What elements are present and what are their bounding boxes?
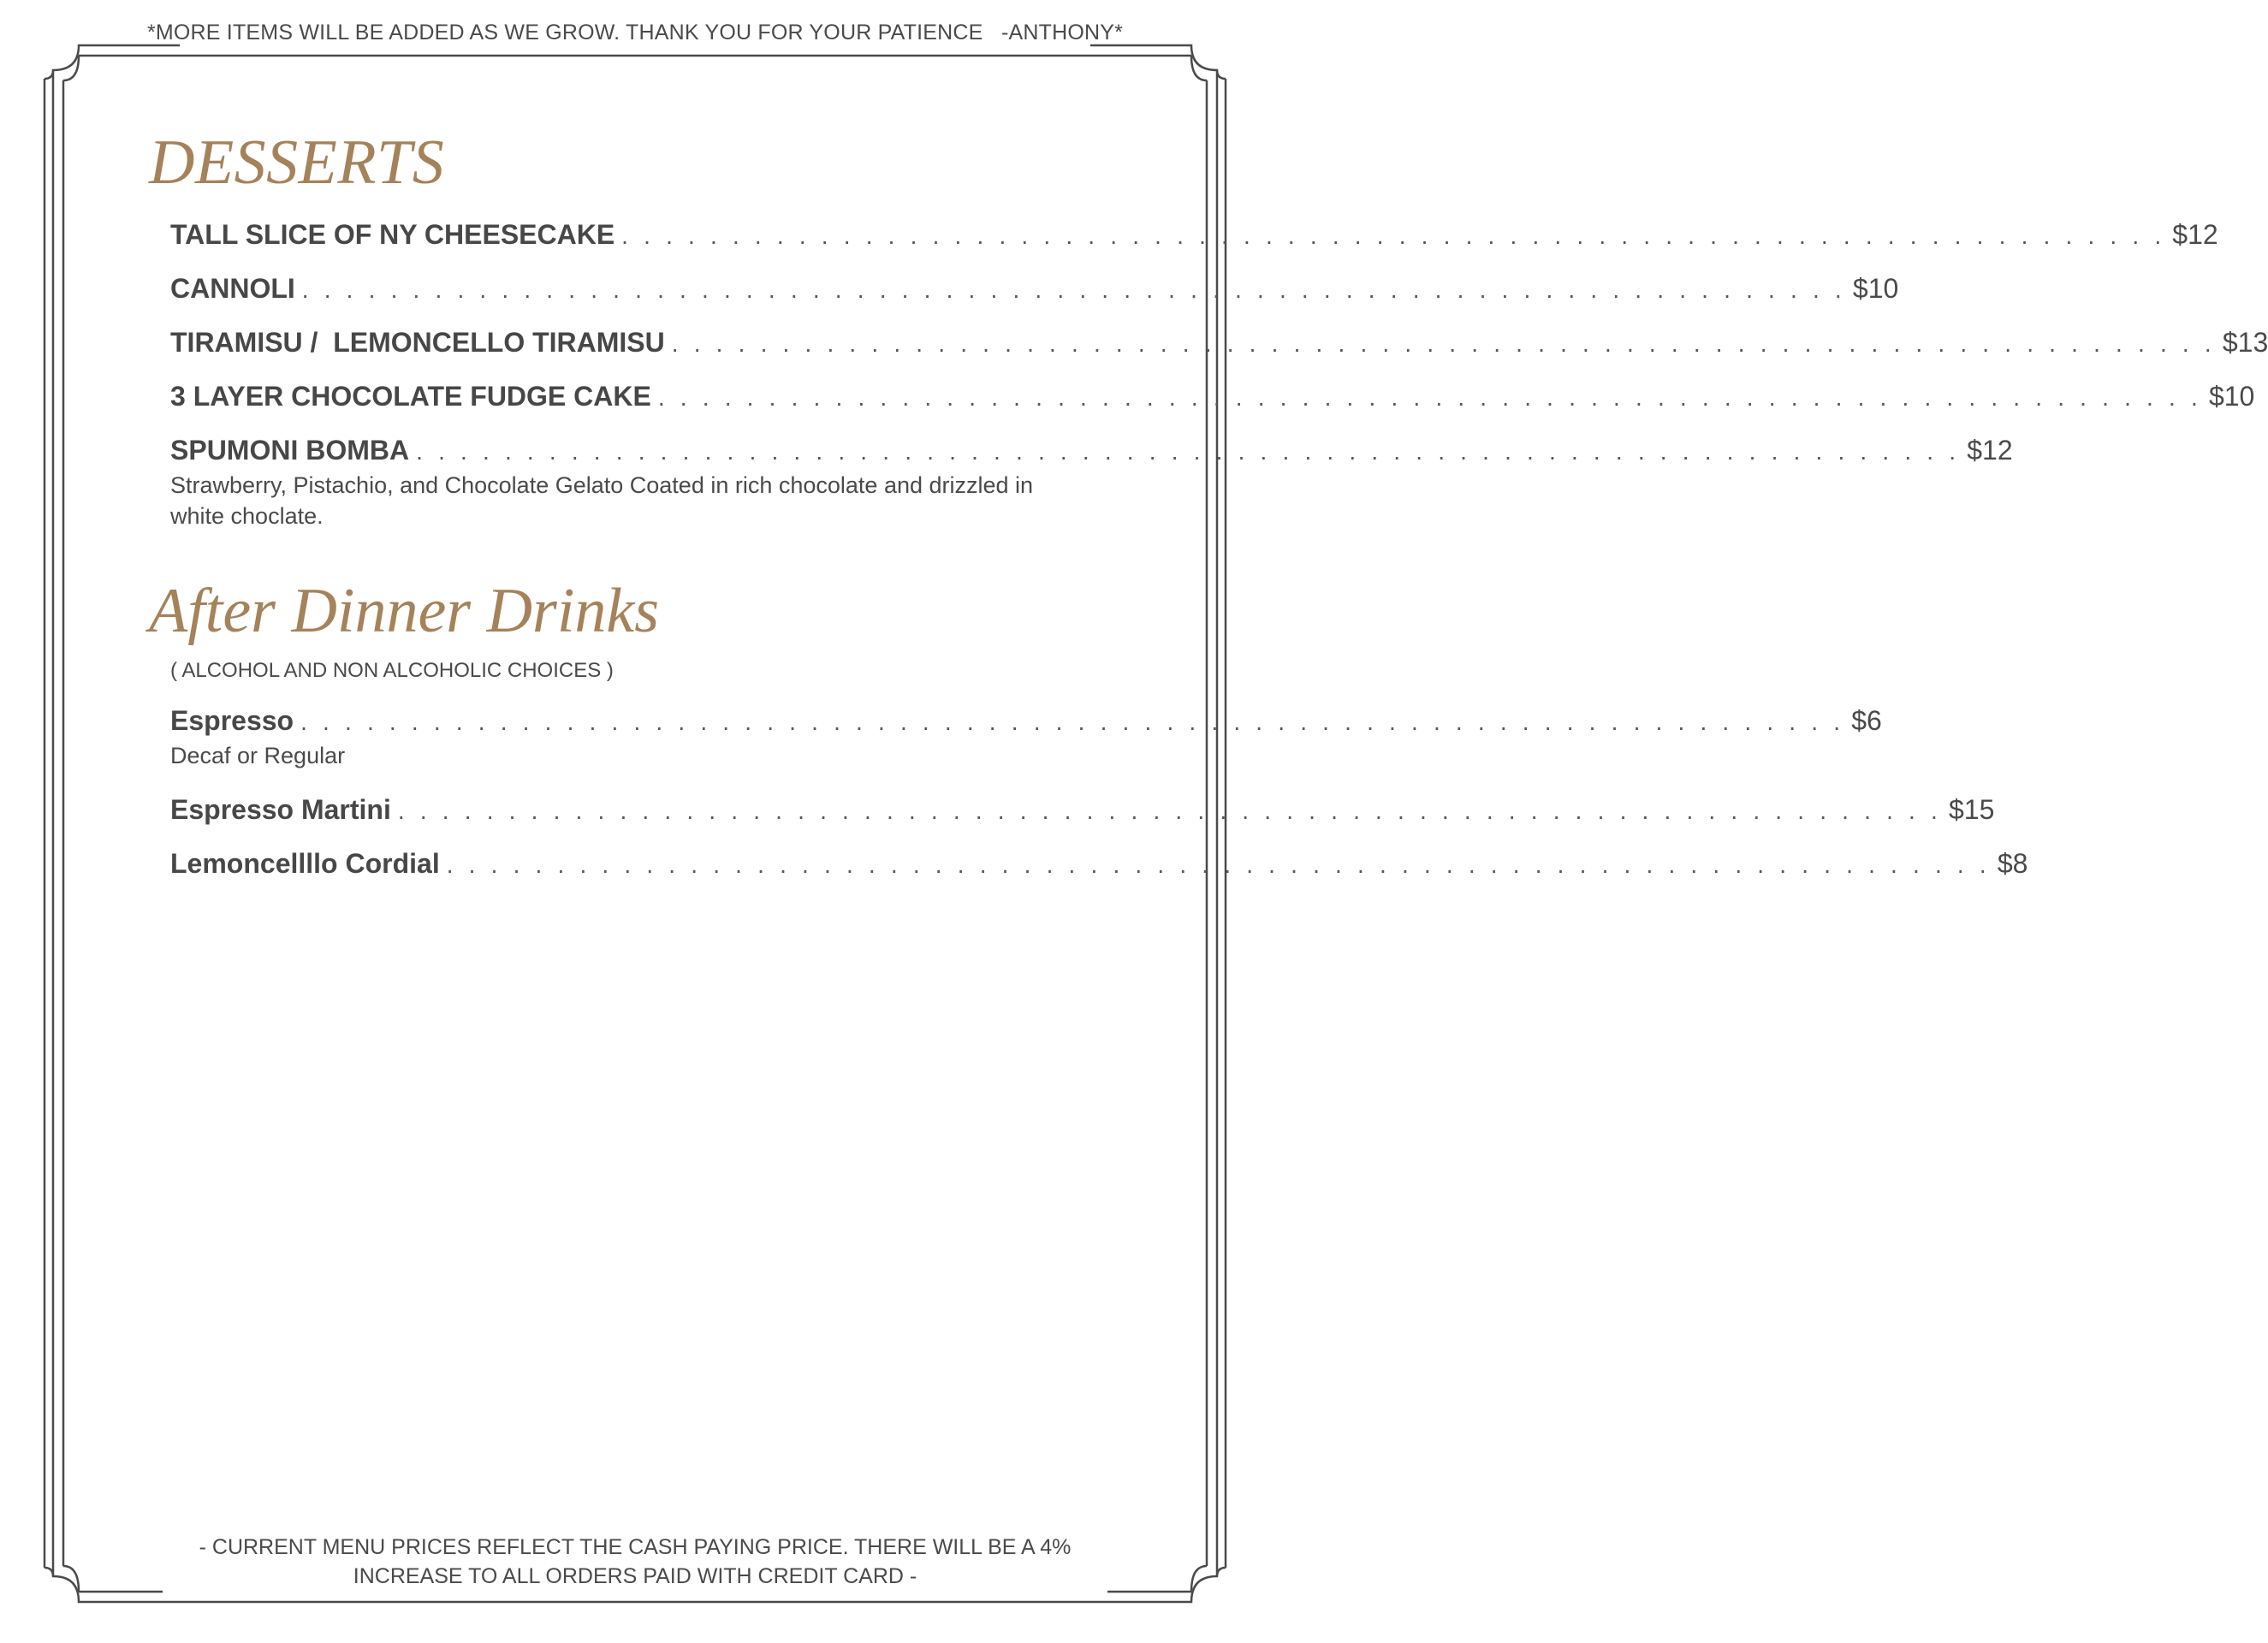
menu-item [170, 794, 1995, 848]
menu-item [170, 381, 2255, 435]
drinks-subtitle: ( ALCOHOL AND NON ALCOHOLIC CHOICES ) [170, 659, 614, 682]
menu-item [170, 435, 2013, 466]
desserts-title: DESSERTS [149, 128, 445, 198]
item-name: TIRAMISU / LEMONCELLO TIRAMISU [170, 327, 665, 358]
item-name: CANNOLI [170, 273, 295, 304]
dot-leader: . . . . . . . . . . . . . . . . . . . . . . . . . . . . . . . . . . . . . . . . . . . . . . . . . . . . . . . . . . . . . . . . . . . . . . [416, 438, 1961, 465]
dot-leader: . . . . . . . . . . . . . . . . . . . . . . . . . . . . . . . . . . . . . . . . . . . . . . . . . . . . . . . . . . . . . . . . . . . . . . [300, 709, 1845, 735]
desserts-list [170, 219, 2268, 531]
top-note: *MORE ITEMS WILL BE ADDED AS WE GROW. THANK YOU FOR YOUR PATIENCE -ANTHONY* [146, 21, 1124, 44]
item-name: 3 LAYER CHOCOLATE FUDGE CAKE [170, 381, 651, 412]
item-name: TALL SLICE OF NY CHEESECAKE [170, 219, 615, 250]
menu-item [170, 705, 1882, 737]
menu-item [170, 219, 2218, 273]
item-price: $10 [1852, 273, 1899, 304]
item-price: $13 [2222, 327, 2268, 358]
dot-leader: . . . . . . . . . . . . . . . . . . . . . . . . . . . . . . . . . . . . . . . . . . . . . . . . . . . . . . . . . . . . . . . . . . . . . . [671, 330, 2216, 357]
item-price: $8 [1997, 848, 2028, 879]
dot-leader: . . . . . . . . . . . . . . . . . . . . . . . . . . . . . . . . . . . . . . . . . . . . . . . . . . . . . . . . . . . . . . . . . . . . . . [301, 276, 1846, 303]
item-price: $10 [2208, 381, 2255, 412]
drinks-list [170, 705, 2028, 880]
item-name: Espresso Martini [170, 794, 391, 825]
item-price: $12 [2172, 219, 2218, 250]
dot-leader: . . . . . . . . . . . . . . . . . . . . . . . . . . . . . . . . . . . . . . . . . . . . . . . . . . . . . . . . . . . . . . . . . . . . . . [621, 222, 2166, 249]
dot-leader: . . . . . . . . . . . . . . . . . . . . . . . . . . . . . . . . . . . . . . . . . . . . . . . . . . . . . . . . . . . . . . . . . . . . . . [446, 851, 1991, 878]
menu-item [170, 273, 1899, 327]
item-price: $6 [1851, 705, 1882, 736]
item-name: Espresso [170, 705, 294, 736]
item-description: Decaf or Regular [170, 743, 346, 768]
bottom-note: - CURRENT MENU PRICES REFLECT THE CASH PAYING PRICE. THERE WILL BE A 4% INCREASE TO ALL ORDERS PAID WITH CREDIT CARD - [199, 1535, 1072, 1588]
menu-item [170, 848, 2028, 880]
dot-leader: . . . . . . . . . . . . . . . . . . . . . . . . . . . . . . . . . . . . . . . . . . . . . . . . . . . . . . . . . . . . . . . . . . . . . . [397, 798, 1942, 824]
item-price: $15 [1948, 794, 1995, 825]
menu-item [170, 327, 2268, 381]
item-description: Strawberry, Pistachio, and Chocolate Gelato Coated in rich chocolate and drizzled in white choclate. [170, 472, 1034, 529]
item-name: SPUMONI BOMBA [170, 435, 410, 466]
drinks-title: After Dinner Drinks [149, 576, 660, 646]
dot-leader: . . . . . . . . . . . . . . . . . . . . . . . . . . . . . . . . . . . . . . . . . . . . . . . . . . . . . . . . . . . . . . . . . . . . . . [657, 384, 2202, 411]
item-price: $12 [1967, 435, 2013, 466]
item-name: Lemoncellllo Cordial [170, 848, 440, 879]
